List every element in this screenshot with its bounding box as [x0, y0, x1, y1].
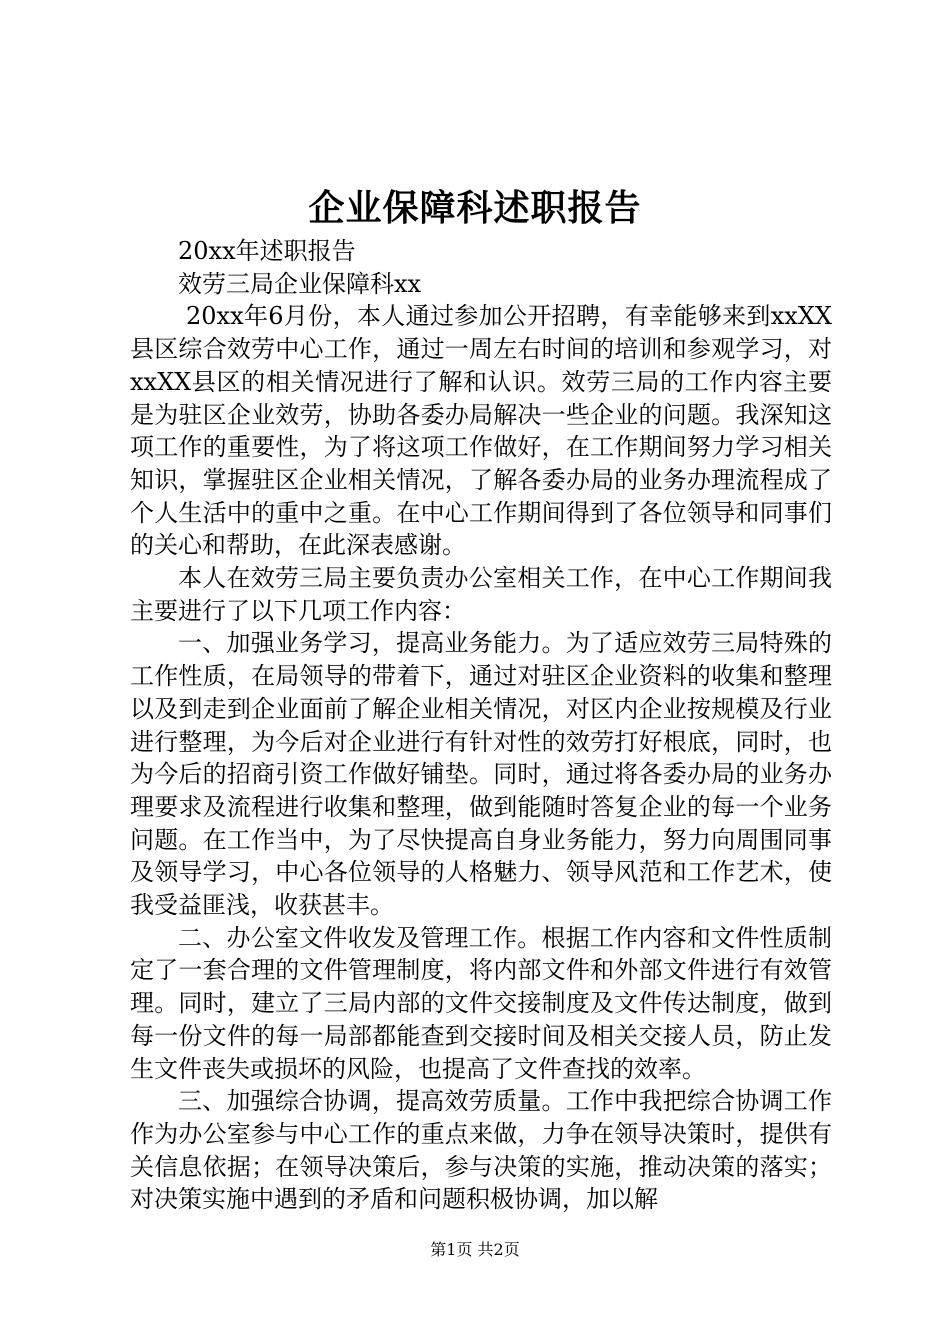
- paragraph: 本人在效劳三局主要负责办公室相关工作，在中心工作期间我主要进行了以下几项工作内容：: [130, 564, 832, 625]
- document-title: 企业保障科述职报告: [308, 187, 642, 229]
- document-body: [130, 235, 832, 1216]
- page-number-footer: 第1页 共2页: [430, 1240, 520, 1259]
- subtitle-line-2: 效劳三局企业保障科xx: [178, 269, 422, 298]
- subtitle-line-1: 20xx年述职报告: [178, 237, 356, 265]
- paragraph: 三、加强综合协调，提高效劳质量。工作中我把综合协调工作作为办公室参与中心工作的重点来做，力争在领导决策时，提供有关信息依据；在领导决策后，参与决策的实施，推动决策的落实；对决策实施中遇到的矛盾和问题积极协调，加以解: [130, 1087, 832, 1214]
- paragraph: 二、办公室文件收发及管理工作。根据工作内容和文件性质制定了一套合理的文件管理制度，将内部文件和外部文件进行有效管理。同时，建立了三局内部的文件交接制度及文件传达制度，做到每一份文件的每一局部都能查到交接时间及相关交接人员，防止发生文件丧失或损坏的风险，也提高了文件查找的效率。: [130, 923, 832, 1083]
- paragraph: 一、加强业务学习，提高业务能力。为了适应效劳三局特殊的工作性质，在局领导的带着下，通过对驻区企业资料的收集和整理以及到走到企业面前了解企业相关情况，对区内企业按规模及行业进行整理，为今后对企业进行有针对性的效劳打好根底，同时，也为今后的招商引资工作做好铺垫。同时，通过将各委办局的业务办理要求及流程进行收集和整理，做到能随时答复企业的每一个业务问题。在工作当中，为了尽快提高自身业务能力，努力向周围同事及领导学习，中心各位领导的人格魅力、领导风范和工作艺术，使我受益匪浅，收获甚丰。: [130, 629, 832, 920]
- paragraph: 20xx年6月份，本人通过参加公开招聘，有幸能够来到xxXX县区综合效劳中心工作，通过一周左右时间的培训和参观学习，对xxXX县区的相关情况进行了解和认识。效劳三局的工作内容主要是为驻区企业效劳，协助各委办局解决一些企业的问题。我深知这项工作的重要性，为了将这项工作做好，在工作期间努力学习相关知识，掌握驻区企业相关情况，了解各委办局的业务办理流程成了个人生活中的重中之重。在中心工作期间得到了各位领导和同事们的关心和帮助，在此深表感谢。: [130, 302, 832, 560]
